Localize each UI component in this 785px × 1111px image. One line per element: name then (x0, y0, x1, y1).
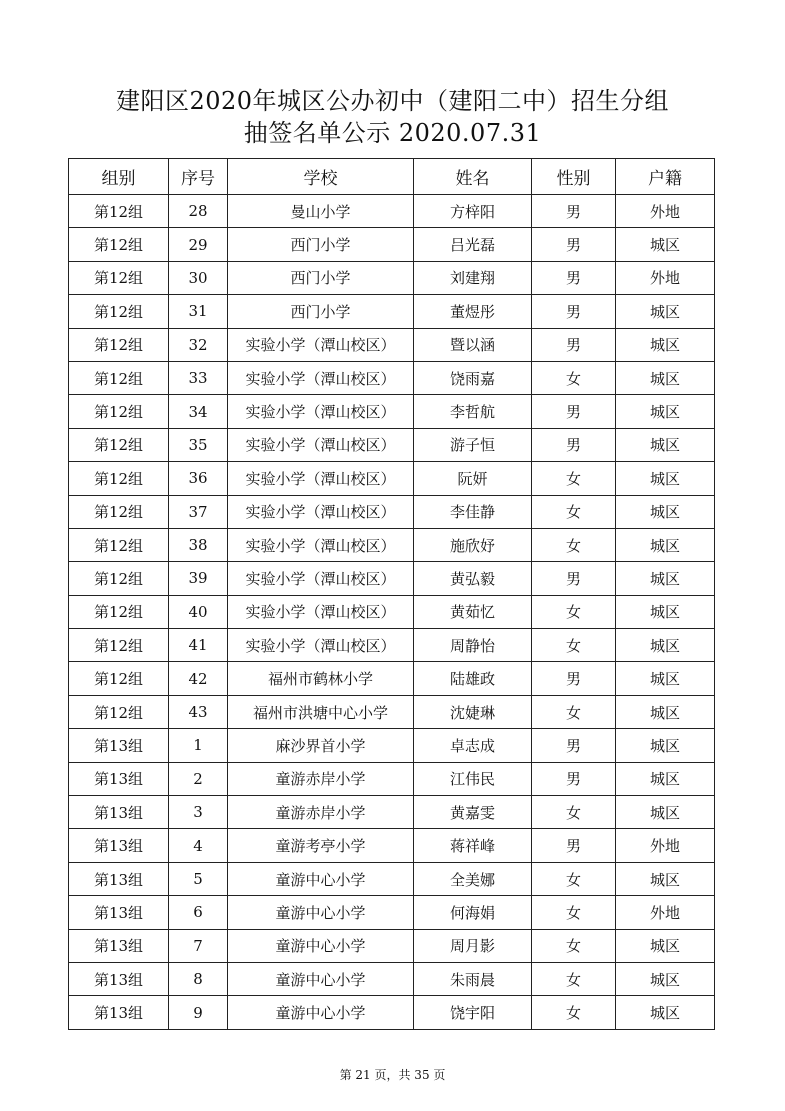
cell-school: 实验小学（潭山校区） (228, 428, 414, 461)
table-row (69, 462, 715, 495)
cell-school: 福州市鹤林小学 (228, 662, 414, 695)
cell-number: 43 (169, 695, 228, 728)
cell-school: 西门小学 (228, 295, 414, 328)
cell-group: 第12组 (69, 195, 169, 228)
cell-name: 黄茹忆 (414, 595, 532, 628)
cell-name: 周静怡 (414, 629, 532, 662)
cell-residence: 城区 (616, 796, 715, 829)
table-body (69, 195, 715, 1030)
table-row (69, 862, 715, 895)
cell-name: 黄弘毅 (414, 562, 532, 595)
table-row (69, 528, 715, 561)
table-row (69, 328, 715, 361)
table-header-row (69, 159, 715, 195)
cell-group: 第12组 (69, 361, 169, 394)
cell-residence: 城区 (616, 395, 715, 428)
cell-group: 第13组 (69, 829, 169, 862)
document-title-line2: 抽签名单公示 2020.07.31 (243, 119, 542, 147)
table-row (69, 295, 715, 328)
cell-number: 9 (169, 996, 228, 1029)
cell-school: 曼山小学 (228, 195, 414, 228)
cell-residence: 城区 (616, 361, 715, 394)
cell-name: 董煜彤 (414, 295, 532, 328)
cell-residence: 城区 (616, 228, 715, 261)
table-row (69, 562, 715, 595)
cell-gender: 女 (532, 629, 616, 662)
table-row (69, 729, 715, 762)
cell-name: 黄嘉雯 (414, 796, 532, 829)
table-row (69, 228, 715, 261)
cell-name: 游子恒 (414, 428, 532, 461)
cell-name: 周月影 (414, 929, 532, 962)
cell-group: 第12组 (69, 695, 169, 728)
cell-gender: 男 (532, 228, 616, 261)
cell-gender: 女 (532, 595, 616, 628)
cell-number: 28 (169, 195, 228, 228)
cell-number: 38 (169, 528, 228, 561)
cell-residence: 城区 (616, 762, 715, 795)
cell-school: 童游中心小学 (228, 862, 414, 895)
cell-residence: 城区 (616, 695, 715, 728)
cell-school: 福州市洪塘中心小学 (228, 695, 414, 728)
cell-school: 实验小学（潭山校区） (228, 595, 414, 628)
cell-name: 沈婕琳 (414, 695, 532, 728)
cell-number: 33 (169, 361, 228, 394)
cell-residence: 城区 (616, 729, 715, 762)
cell-gender: 女 (532, 996, 616, 1029)
cell-number: 31 (169, 295, 228, 328)
cell-number: 4 (169, 829, 228, 862)
cell-school: 实验小学（潭山校区） (228, 495, 414, 528)
cell-name: 朱雨晨 (414, 962, 532, 995)
cell-name: 刘建翔 (414, 261, 532, 294)
cell-group: 第12组 (69, 528, 169, 561)
cell-school: 童游赤岸小学 (228, 796, 414, 829)
cell-gender: 女 (532, 361, 616, 394)
table-row (69, 896, 715, 929)
cell-group: 第13组 (69, 996, 169, 1029)
cell-number: 6 (169, 896, 228, 929)
header-residence: 户籍 (616, 159, 715, 195)
header-school: 学校 (228, 159, 414, 195)
cell-name: 暨以涵 (414, 328, 532, 361)
table-row (69, 996, 715, 1029)
cell-school: 童游考亭小学 (228, 829, 414, 862)
enrollment-table (68, 158, 715, 1030)
cell-number: 36 (169, 462, 228, 495)
cell-group: 第12组 (69, 261, 169, 294)
table-row (69, 695, 715, 728)
cell-number: 42 (169, 662, 228, 695)
page-footer: 第 21 页，共 35 页 (339, 1068, 446, 1082)
cell-school: 西门小学 (228, 228, 414, 261)
cell-name: 施欣妤 (414, 528, 532, 561)
cell-number: 30 (169, 261, 228, 294)
table-row (69, 195, 715, 228)
cell-group: 第12组 (69, 395, 169, 428)
cell-gender: 男 (532, 662, 616, 695)
cell-school: 实验小学（潭山校区） (228, 328, 414, 361)
cell-number: 3 (169, 796, 228, 829)
cell-school: 童游中心小学 (228, 929, 414, 962)
cell-residence: 城区 (616, 328, 715, 361)
table-row (69, 662, 715, 695)
cell-school: 实验小学（潭山校区） (228, 462, 414, 495)
cell-name: 阮妍 (414, 462, 532, 495)
cell-number: 41 (169, 629, 228, 662)
cell-residence: 城区 (616, 495, 715, 528)
cell-gender: 男 (532, 328, 616, 361)
table-row (69, 495, 715, 528)
cell-group: 第13组 (69, 796, 169, 829)
cell-residence: 城区 (616, 295, 715, 328)
cell-residence: 城区 (616, 662, 715, 695)
cell-name: 全美娜 (414, 862, 532, 895)
cell-residence: 城区 (616, 595, 715, 628)
cell-group: 第12组 (69, 629, 169, 662)
table-row (69, 762, 715, 795)
cell-group: 第12组 (69, 328, 169, 361)
cell-residence: 外地 (616, 261, 715, 294)
cell-number: 32 (169, 328, 228, 361)
table-row (69, 428, 715, 461)
cell-gender: 女 (532, 462, 616, 495)
cell-group: 第12组 (69, 428, 169, 461)
table-row (69, 629, 715, 662)
document-title-line1: 建阳区2020年城区公办初中（建阳二中）招生分组 (115, 87, 670, 115)
cell-number: 7 (169, 929, 228, 962)
cell-number: 40 (169, 595, 228, 628)
cell-group: 第12组 (69, 495, 169, 528)
cell-residence: 城区 (616, 428, 715, 461)
cell-number: 37 (169, 495, 228, 528)
cell-school: 实验小学（潭山校区） (228, 361, 414, 394)
cell-gender: 男 (532, 195, 616, 228)
cell-number: 35 (169, 428, 228, 461)
table-row (69, 395, 715, 428)
cell-group: 第13组 (69, 929, 169, 962)
cell-school: 童游中心小学 (228, 996, 414, 1029)
cell-residence: 城区 (616, 962, 715, 995)
cell-gender: 女 (532, 862, 616, 895)
cell-residence: 城区 (616, 629, 715, 662)
cell-school: 实验小学（潭山校区） (228, 629, 414, 662)
header-gender: 性别 (532, 159, 616, 195)
cell-number: 8 (169, 962, 228, 995)
cell-gender: 男 (532, 829, 616, 862)
cell-residence: 城区 (616, 929, 715, 962)
cell-gender: 女 (532, 695, 616, 728)
table-row (69, 962, 715, 995)
cell-residence: 城区 (616, 462, 715, 495)
cell-name: 蒋祥峰 (414, 829, 532, 862)
cell-group: 第12组 (69, 462, 169, 495)
cell-group: 第12组 (69, 295, 169, 328)
cell-group: 第12组 (69, 595, 169, 628)
cell-number: 29 (169, 228, 228, 261)
cell-residence: 城区 (616, 996, 715, 1029)
header-group: 组别 (69, 159, 169, 195)
cell-group: 第13组 (69, 962, 169, 995)
cell-school: 西门小学 (228, 261, 414, 294)
cell-group: 第12组 (69, 562, 169, 595)
cell-number: 39 (169, 562, 228, 595)
cell-gender: 女 (532, 929, 616, 962)
cell-name: 饶宇阳 (414, 996, 532, 1029)
cell-number: 1 (169, 729, 228, 762)
cell-residence: 外地 (616, 896, 715, 929)
cell-gender: 男 (532, 762, 616, 795)
cell-school: 童游中心小学 (228, 962, 414, 995)
table-row (69, 261, 715, 294)
cell-school: 麻沙界首小学 (228, 729, 414, 762)
cell-group: 第12组 (69, 662, 169, 695)
cell-number: 5 (169, 862, 228, 895)
cell-name: 吕光磊 (414, 228, 532, 261)
cell-gender: 女 (532, 495, 616, 528)
cell-group: 第13组 (69, 729, 169, 762)
cell-school: 实验小学（潭山校区） (228, 562, 414, 595)
cell-school: 童游赤岸小学 (228, 762, 414, 795)
cell-name: 卓志成 (414, 729, 532, 762)
cell-number: 2 (169, 762, 228, 795)
cell-residence: 外地 (616, 195, 715, 228)
cell-residence: 城区 (616, 528, 715, 561)
cell-school: 实验小学（潭山校区） (228, 528, 414, 561)
cell-residence: 城区 (616, 862, 715, 895)
cell-gender: 男 (532, 729, 616, 762)
cell-name: 饶雨嘉 (414, 361, 532, 394)
cell-name: 李佳静 (414, 495, 532, 528)
cell-gender: 男 (532, 261, 616, 294)
table-row (69, 929, 715, 962)
cell-name: 李哲航 (414, 395, 532, 428)
cell-gender: 男 (532, 428, 616, 461)
cell-gender: 男 (532, 395, 616, 428)
cell-group: 第13组 (69, 762, 169, 795)
cell-number: 34 (169, 395, 228, 428)
header-number: 序号 (169, 159, 228, 195)
table-row (69, 361, 715, 394)
cell-name: 陆雄政 (414, 662, 532, 695)
cell-gender: 女 (532, 896, 616, 929)
cell-name: 方梓阳 (414, 195, 532, 228)
cell-gender: 女 (532, 962, 616, 995)
cell-group: 第13组 (69, 862, 169, 895)
cell-name: 江伟民 (414, 762, 532, 795)
cell-residence: 城区 (616, 562, 715, 595)
cell-school: 实验小学（潭山校区） (228, 395, 414, 428)
table-row (69, 595, 715, 628)
cell-name: 何海娟 (414, 896, 532, 929)
cell-gender: 女 (532, 796, 616, 829)
cell-group: 第12组 (69, 228, 169, 261)
cell-gender: 男 (532, 295, 616, 328)
table-row (69, 796, 715, 829)
header-name: 姓名 (414, 159, 532, 195)
table-row (69, 829, 715, 862)
cell-gender: 男 (532, 562, 616, 595)
cell-group: 第13组 (69, 896, 169, 929)
cell-gender: 女 (532, 528, 616, 561)
cell-residence: 外地 (616, 829, 715, 862)
cell-school: 童游中心小学 (228, 896, 414, 929)
